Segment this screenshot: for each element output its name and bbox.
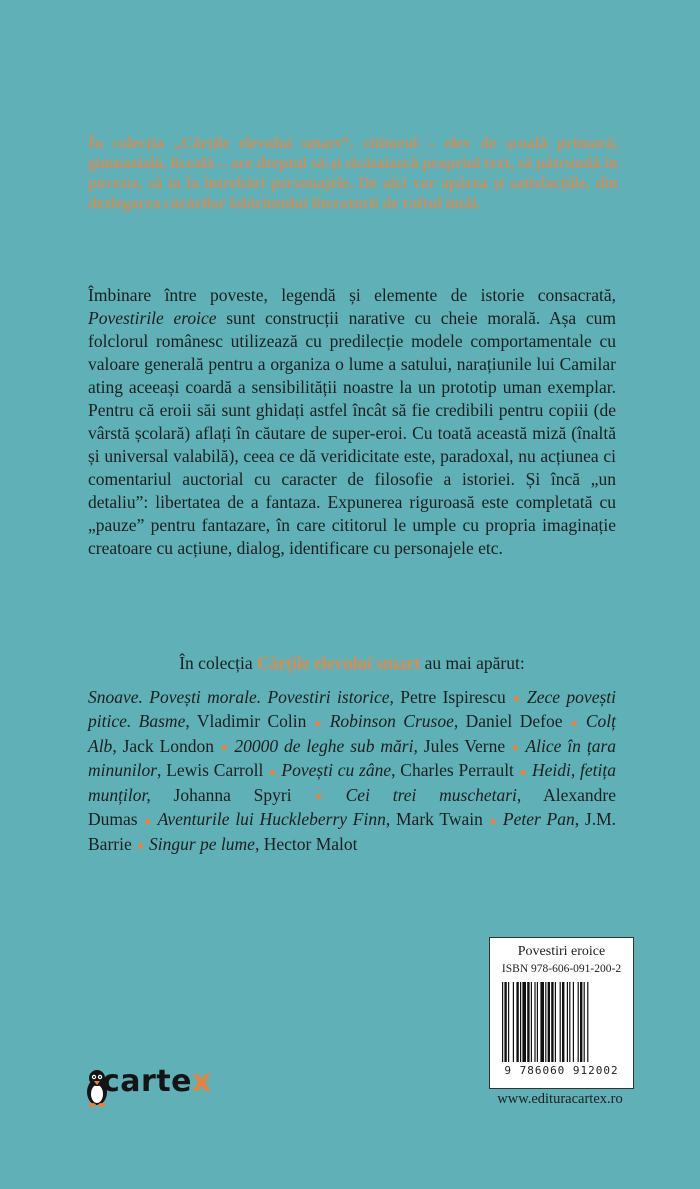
book-title: Cei trei muschetari: [345, 784, 517, 805]
barcode-bar: [548, 982, 550, 1062]
book-author: Petre Ispirescu: [393, 687, 506, 707]
book-title: 20000 de leghe sub mări,: [234, 735, 418, 756]
publisher-logo: [84, 1064, 224, 1107]
book-title: Peter Pan: [502, 809, 575, 830]
bullet-icon: ●: [219, 740, 230, 755]
book-title: Colț Alb: [88, 711, 617, 756]
barcode-bar: [584, 982, 585, 1062]
bullet-icon: ●: [510, 691, 523, 706]
book-author: , Vladimir Colin: [185, 711, 307, 732]
book-author: Hector Malot: [259, 833, 358, 854]
book-author: , Jack London: [112, 735, 215, 756]
publisher-logo-text: [102, 1064, 212, 1099]
book-title: Alice în țara minunilor: [88, 735, 617, 781]
barcode-bar: [545, 982, 546, 1062]
book-author: Johanna Spyri: [150, 784, 292, 805]
barcode-bar: [534, 982, 535, 1062]
book-author: , J.M. Barrie: [88, 809, 617, 854]
book-title: Singur pe lume,: [148, 833, 260, 854]
bullet-icon: ●: [296, 789, 341, 804]
bullet-icon: ●: [567, 715, 581, 730]
barcode-bar: [578, 982, 579, 1062]
barcode-bar: [522, 982, 526, 1062]
book-title: Povești cu zâne: [281, 760, 392, 781]
barcode-bar: [580, 982, 582, 1062]
book-title: Zece povești pitice. Basme: [88, 687, 617, 732]
logo-text-part1: car: [102, 1064, 157, 1099]
book-list: [88, 686, 616, 857]
book-author: Jules Verne: [417, 735, 506, 756]
book-list-text: [88, 686, 616, 857]
collection-heading: [88, 652, 616, 675]
barcode-bar: [555, 982, 556, 1062]
book-author: , Lewis Carroll: [157, 760, 264, 781]
barcode-bar: [587, 982, 588, 1062]
barcode-bar: [513, 982, 514, 1062]
intro-text: În colecția „Cărțile elevului smart”, cititorul – elev de școală primară, gimnazială, liceală – are dreptul să-și sicâtaiască propriul text, să pătrundă în poveste, să ia la întrebări personajele. De aici vor apărea și satisfacțiile, din dezlegarea cărărilor labirintului literaturii de raftul întâi.: [88, 135, 618, 212]
barcode-bar: [540, 982, 544, 1062]
collection-series-name: Cărțile elevului smart: [256, 653, 421, 673]
barcode-bar: [562, 982, 564, 1062]
book-title: Robinson Crusoe,: [329, 711, 459, 732]
barcode-bar: [569, 982, 570, 1062]
barcode-bar: [573, 982, 574, 1062]
bullet-icon: ●: [487, 813, 498, 828]
barcode-bar: [537, 982, 538, 1062]
barcode-bar: [520, 982, 521, 1062]
description-part2: sunt construcții narative cu cheie morală. Așa cum folclorul românesc utilizează cu predilecție modele comportamentale cu valoare generală pentru a organiza o lume a satului, narațiunile lui Camilar ating aceeași coardă a sensibilității noastre la un prototip uman exemplar. Pentru că eroii săi sunt ghidați astfel încât să fie credibili pentru copiii (de vârstă școlară) aflați în căutare de super-eroi. Cu toată această miză (înaltă și universal valabilă), ceea ce dă veridicitate este, paradoxal, nu acțiunea ci comentariul auctorial cu caracter de filosofie a istoriei. Și încă „un detaliu”: libertatea de a fantaza. Expunerea riguroasă este completată cu „pauze” pentru fantazare, în care cititorul le umple cu propria imaginație creatoare cu acțiune, dialog, identificare cu personajele etc.: [88, 308, 616, 558]
logo-text-part2: te: [156, 1064, 193, 1099]
description-text: [88, 284, 616, 560]
book-title: Aventurile lui Huckleberry Finn: [157, 809, 386, 830]
book-author: , Alexandre Dumas: [88, 784, 616, 830]
book-author: , Mark Twain: [385, 809, 483, 830]
description-paragraph: [88, 284, 616, 560]
collection-prefix: În colecția: [179, 653, 257, 673]
barcode-bar: [560, 982, 561, 1062]
bullet-icon: ●: [311, 715, 325, 730]
bullet-icon: ●: [510, 740, 521, 755]
logo-text-x: x: [192, 1064, 212, 1099]
barcode-bar: [508, 982, 509, 1062]
barcode-bar: [516, 982, 518, 1062]
barcode-bar: [502, 982, 503, 1062]
book-author: Daniel Defoe: [458, 711, 563, 732]
book-author: , Charles Perrault: [391, 760, 514, 781]
description-book-title: Povestirile eroice: [88, 308, 217, 328]
barcode-bar: [531, 982, 532, 1062]
barcode-digits: 9 786060 912002: [504, 1064, 619, 1077]
isbn-book-title: Povestiri eroice: [517, 944, 606, 959]
barcode-bar: [527, 982, 529, 1062]
barcode-icon: [500, 982, 624, 1062]
barcode-bar: [504, 982, 506, 1062]
barcode-bar: [567, 982, 568, 1062]
isbn-box: [489, 937, 634, 1089]
bullet-icon: ●: [518, 764, 527, 779]
bullet-icon: ●: [268, 764, 277, 779]
collection-suffix: au mai apărut:: [420, 653, 525, 673]
publisher-website[interactable]: www.edituracartex.ro: [497, 1091, 623, 1107]
intro-paragraph: [88, 134, 618, 214]
book-title: Heidi, fetița munților,: [88, 760, 617, 805]
description-part1: Îmbinare între poveste, legendă și elemente de istorie consacrată,: [88, 285, 616, 305]
bullet-icon: ●: [136, 838, 144, 853]
book-title: Snoave. Povești morale. Povestiri istorice,: [88, 687, 394, 707]
bullet-icon: ●: [142, 813, 153, 828]
isbn-number: ISBN 978-606-091-200-2: [501, 963, 622, 975]
barcode-bar: [551, 982, 553, 1062]
